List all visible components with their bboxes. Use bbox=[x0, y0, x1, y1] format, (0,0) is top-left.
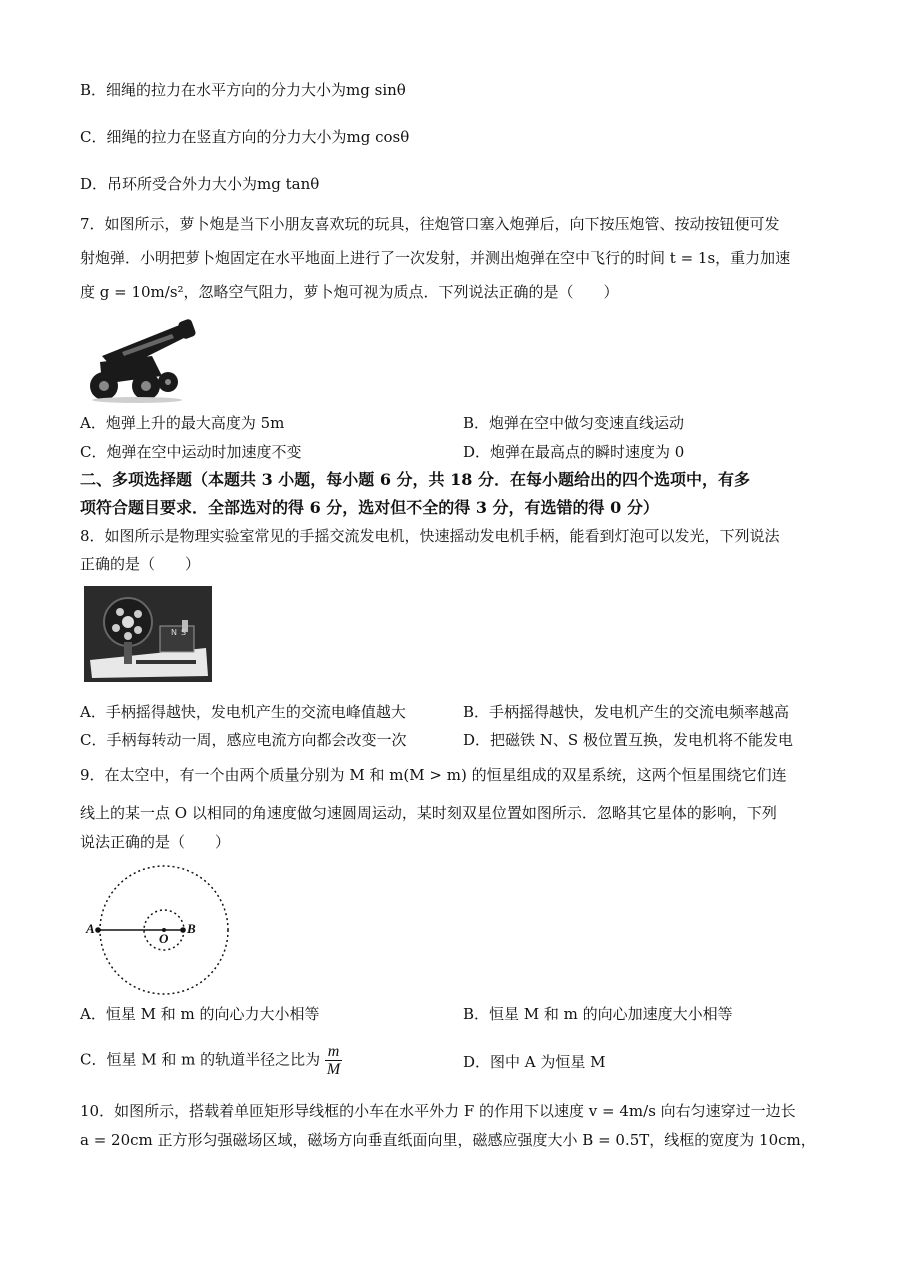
q9-option-c-text: C．恒星 M 和 m 的轨道半径之比为 bbox=[80, 1050, 321, 1069]
q9-stem-line3: 说法正确的是（ ） bbox=[80, 833, 231, 851]
q7-option-b: B．炮弹在空中做匀变速直线运动 bbox=[463, 414, 685, 432]
radish-cannon-image bbox=[82, 316, 202, 404]
fraction-numerator: m bbox=[325, 1043, 342, 1061]
q9-option-a: A．恒星 M 和 m 的向心力大小相等 bbox=[80, 1005, 320, 1023]
q7-stem-line1: 7．如图所示，萝卜炮是当下小朋友喜欢玩的玩具，往炮管口塞入炮弹后，向下按压炮管、按动按钮便可发 bbox=[80, 215, 780, 233]
q8-option-a: A．手柄摇得越快，发电机产生的交流电峰值越大 bbox=[80, 703, 406, 721]
section2-heading-line1: 二、多项选择题（本题共 3 小题，每小题 6 分，共 18 分．在每小题给出的四个选项中，有多 bbox=[80, 470, 750, 489]
q7-option-c: C．炮弹在空中运动时加速度不变 bbox=[80, 443, 302, 461]
q9-option-c bbox=[80, 1043, 342, 1078]
q7-stem-line3: 度 g = 10m/s²，忽略空气阻力，萝卜炮可视为质点．下列说法正确的是（ ） bbox=[80, 283, 619, 301]
q8-stem-line2: 正确的是（ ） bbox=[80, 555, 201, 573]
q10-stem-line2: a = 20cm 正方形匀强磁场区域，磁场方向垂直纸面向里，磁感应强度大小 B = 0.5T，线框的宽度为 10cm， bbox=[80, 1131, 816, 1149]
diagram-label-b: B bbox=[187, 921, 196, 936]
hand-generator-image bbox=[84, 586, 212, 682]
diagram-label-o: O bbox=[159, 931, 169, 946]
q7-option-d: D．炮弹在最高点的瞬时速度为 0 bbox=[463, 443, 685, 461]
q9-option-d: D．图中 A 为恒星 M bbox=[463, 1053, 606, 1071]
magnet-s-label: S bbox=[181, 628, 187, 637]
q9-stem-line2: 线上的某一点 O 以相同的角速度做匀速圆周运动，某时刻双星位置如图所示．忽略其它星体的影响，下列 bbox=[80, 804, 777, 822]
radius-ratio-fraction bbox=[325, 1043, 342, 1078]
q9-option-b: B．恒星 M 和 m 的向心加速度大小相等 bbox=[463, 1005, 733, 1023]
q6-option-c: C．细绳的拉力在竖直方向的分力大小为mg cosθ bbox=[80, 128, 410, 146]
q8-option-b: B．手柄摇得越快，发电机产生的交流电频率越高 bbox=[463, 703, 790, 721]
fraction-denominator: M bbox=[326, 1061, 341, 1078]
q10-stem-line1: 10．如图所示，搭载着单匝矩形导线框的小车在水平外力 F 的作用下以速度 v = 4m/s 向右匀速穿过一边长 bbox=[80, 1102, 796, 1120]
q9-stem-line1: 9．在太空中，有一个由两个质量分别为 M 和 m(M > m) 的恒星组成的双星系统，这两个恒星围绕它们连 bbox=[80, 766, 787, 784]
section2-heading-line2: 项符合题目要求．全部选对的得 6 分，选对但不全的得 3 分，有选错的得 0 分） bbox=[80, 498, 659, 517]
binary-star-diagram bbox=[82, 858, 242, 998]
magnet-n-label: N bbox=[171, 628, 177, 637]
q8-option-c: C．手柄每转动一周，感应电流方向都会改变一次 bbox=[80, 731, 407, 749]
q6-option-d: D．吊环所受合外力大小为mg tanθ bbox=[80, 175, 320, 193]
diagram-label-a: A bbox=[86, 921, 95, 936]
q8-stem-line1: 8．如图所示是物理实验室常见的手摇交流发电机，快速摇动发电机手柄，能看到灯泡可以发光，下列说法 bbox=[80, 527, 780, 545]
q7-stem-line2: 射炮弹．小明把萝卜炮固定在水平地面上进行了一次发射，并测出炮弹在空中飞行的时间 t = 1s，重力加速 bbox=[80, 249, 791, 267]
q7-option-a: A．炮弹上升的最大高度为 5m bbox=[80, 414, 285, 432]
q6-option-b: B．细绳的拉力在水平方向的分力大小为mg sinθ bbox=[80, 81, 406, 99]
q8-option-d: D．把磁铁 N、S 极位置互换，发电机将不能发电 bbox=[463, 731, 793, 749]
